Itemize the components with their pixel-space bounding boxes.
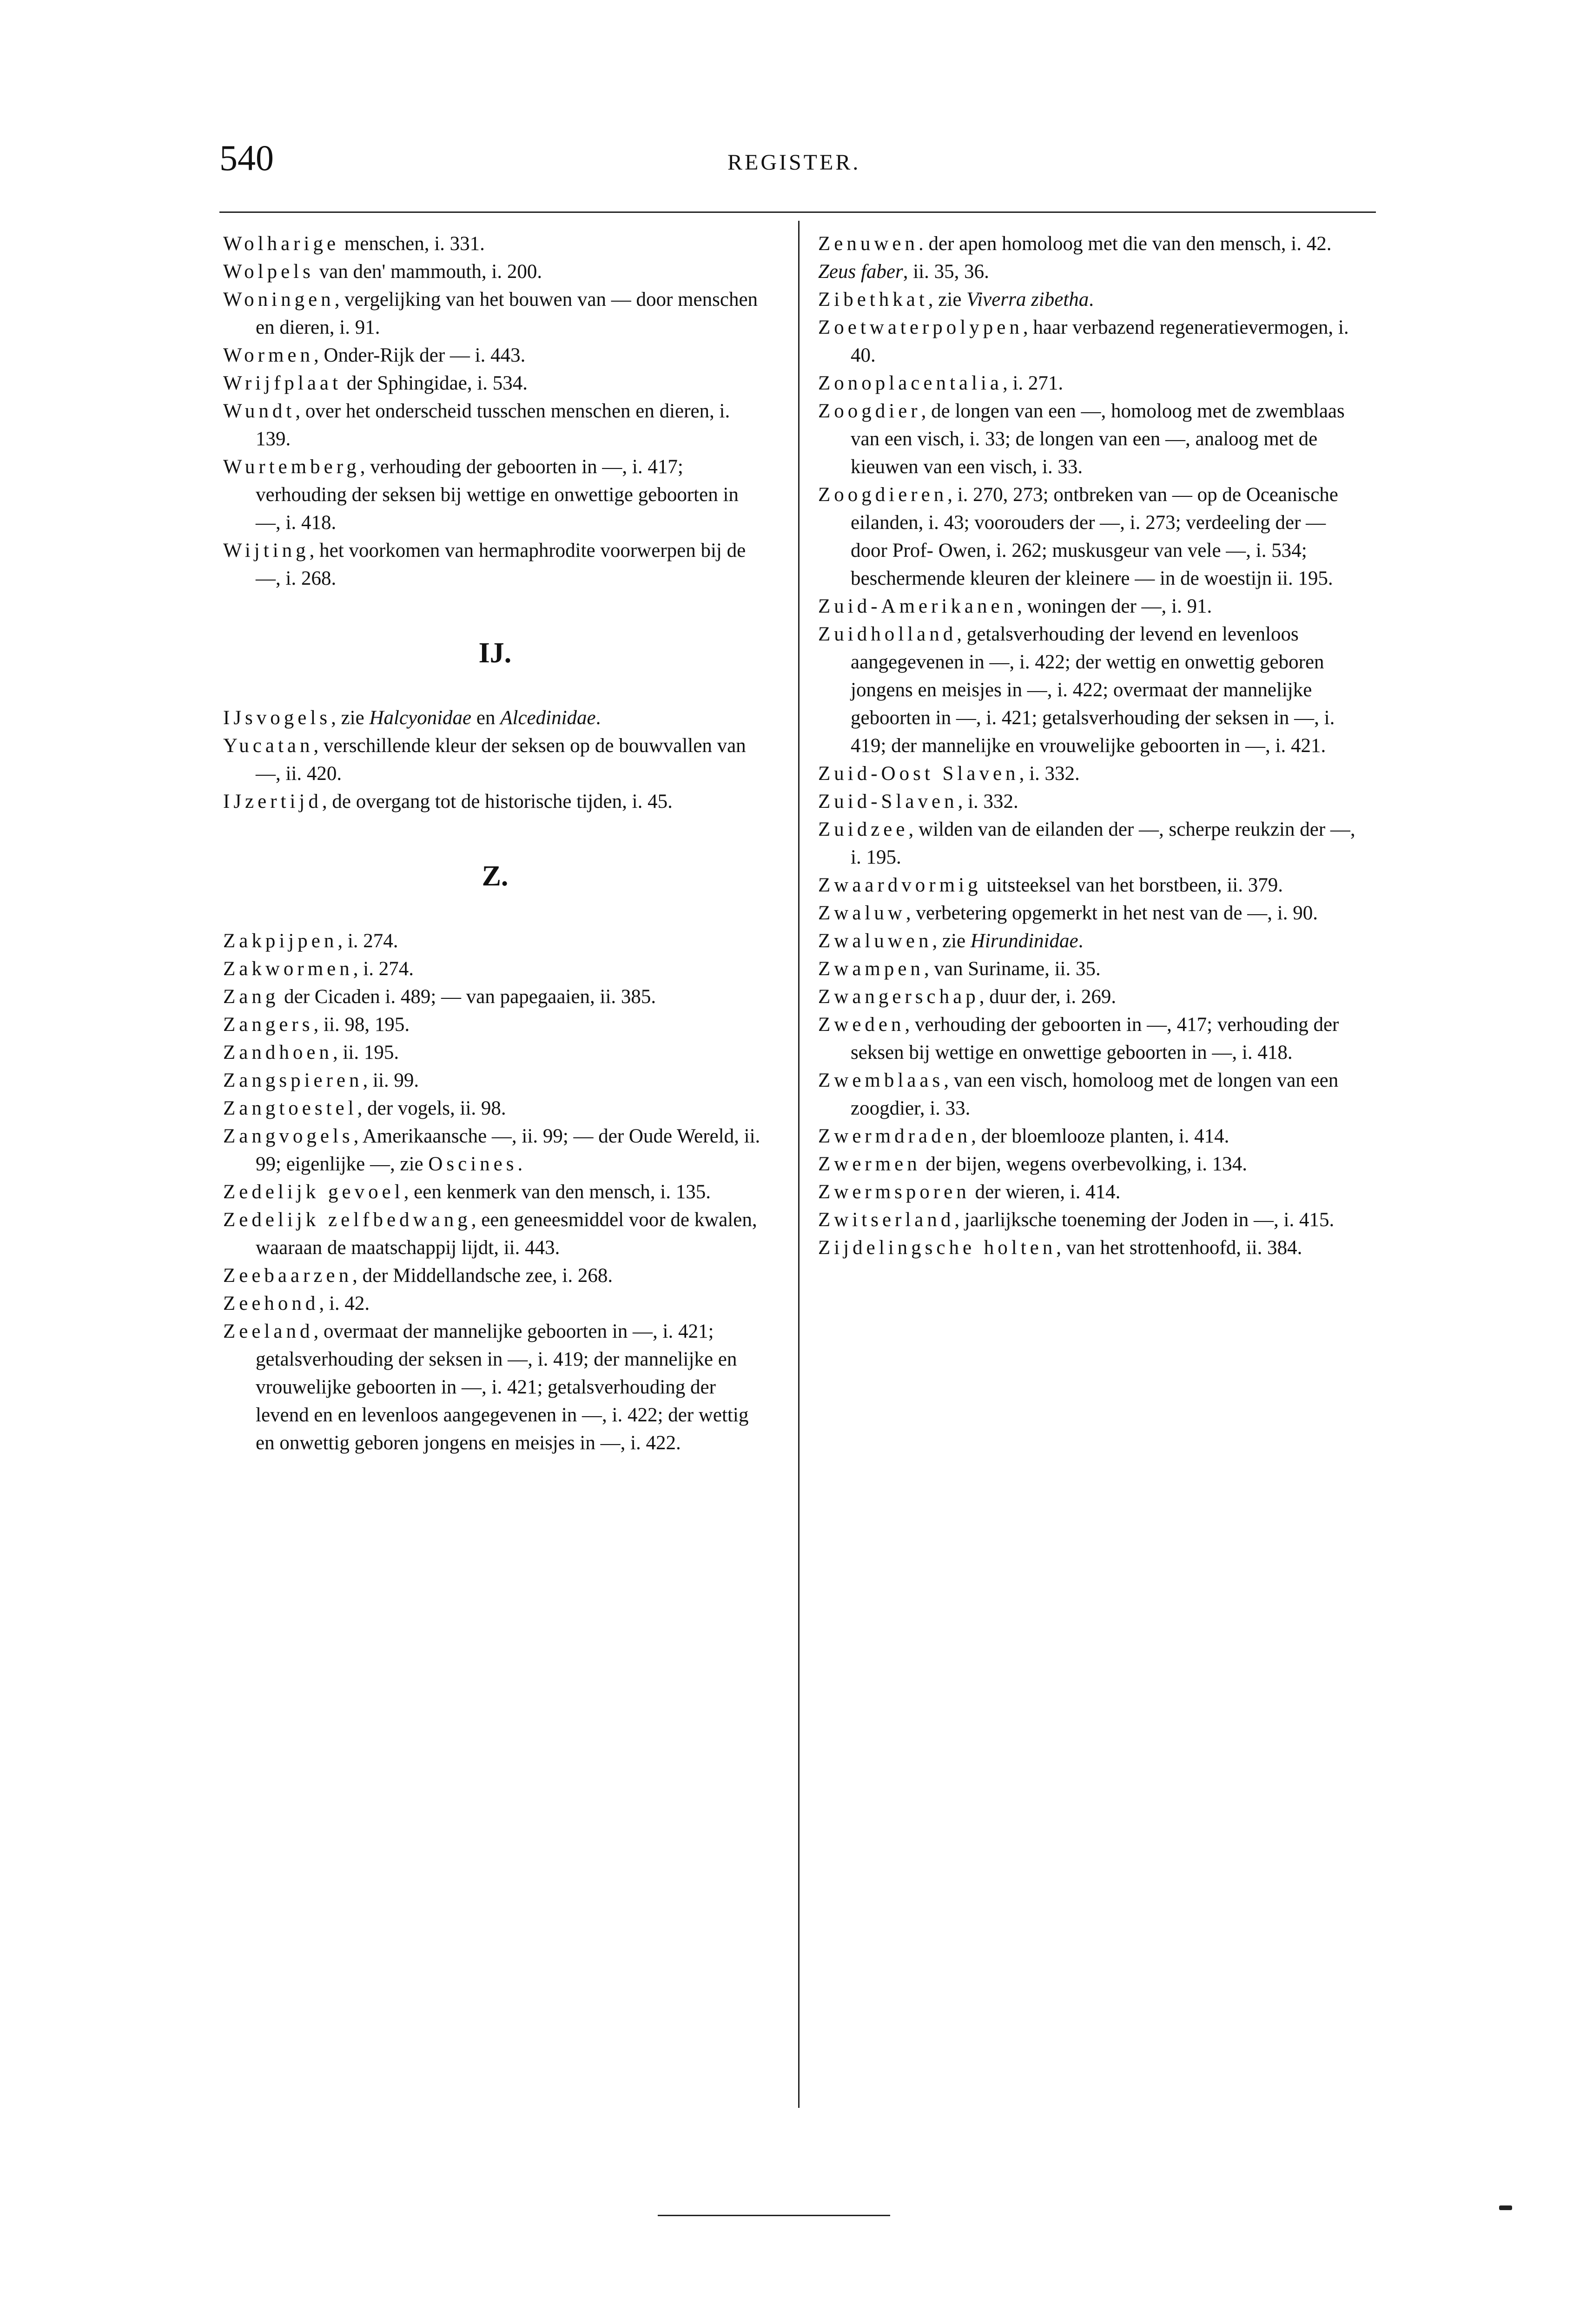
entry-keyword: Zedelijk gevoel	[223, 1181, 404, 1203]
entry-keyword: Zeus faber	[818, 261, 903, 283]
entry-keyword: IJsvogels	[223, 707, 331, 729]
italic-term: Viverra zibetha	[966, 289, 1089, 310]
index-entry: Zwampen, van Suriname, ii. 35.	[818, 958, 1101, 980]
entry-keyword: Zoetwaterpolypen	[818, 317, 1023, 338]
running-head: REGISTER.	[727, 150, 861, 175]
index-entry: Zakwormen, i. 274.	[223, 958, 414, 980]
entry-keyword: Zuidzee	[818, 819, 909, 840]
entry-keyword: Zwangerschap	[818, 986, 979, 1008]
italic-term: Alcedinidae	[500, 707, 596, 729]
entry-keyword: Zwaluw	[818, 902, 906, 924]
index-column-left	[223, 230, 767, 1457]
index-entry: Zijdelingsche holten, van het strottenhoofd, ii. 384.	[818, 1237, 1302, 1259]
index-entry: Zoogdier, de longen van een —, homoloog met de zwemblaas van een visch, i. 33; de longen van een —, analoog met de kieuwen van een visch, i. 33.	[818, 400, 1345, 478]
index-entry: Zwangerschap, duur der, i. 269.	[818, 986, 1117, 1008]
entry-keyword: Zwermen	[818, 1153, 921, 1175]
index-entry: IJzertijd, de overgang tot de historische tijden, i. 45.	[223, 791, 673, 812]
entry-keyword: Zandhoen	[223, 1042, 333, 1063]
index-entry: Wolpels van den' mammouth, i. 200.	[223, 261, 542, 283]
index-entry: Zoetwaterpolypen, haar verbazend regeneratievermogen, i. 40.	[818, 317, 1349, 366]
entry-keyword: Wurtemberg	[223, 456, 360, 478]
entry-keyword: Woningen	[223, 289, 335, 310]
index-entry: Wurtemberg, verhouding der geboorten in —, i. 417; verhouding der seksen bij wettige en onwettige geboorten in —, i. 418.	[223, 456, 739, 534]
entry-keyword: Zweden	[818, 1014, 905, 1036]
page-number: 540	[219, 138, 274, 178]
entry-keyword: Zakwormen	[223, 958, 353, 980]
index-entry: Wundt, over het onderscheid tusschen menschen en dieren, i. 139.	[223, 400, 730, 450]
entry-keyword: Zwemblaas	[818, 1070, 944, 1091]
index-entry: Zwaluwen, zie Hirundinidae.	[818, 930, 1084, 952]
entry-keyword: Zoogdieren	[818, 484, 948, 506]
entry-keyword: Zeehond	[223, 1293, 319, 1314]
index-entry: Zangvogels, Amerikaansche —, ii. 99; — der Oude Wereld, ii. 99; eigenlijke —, zie Oscines.	[223, 1125, 760, 1175]
entry-keyword: Zangtoestel	[223, 1097, 357, 1119]
index-entry: Zwermdraden, der bloemlooze planten, i. 414.	[818, 1125, 1229, 1147]
italic-term: Hirundinidae	[970, 930, 1078, 952]
header-rule	[219, 211, 1376, 213]
section-heading: IJ.	[478, 637, 512, 669]
entry-keyword: Wolpels	[223, 261, 314, 283]
index-entry: Zuid-Slaven, i. 332.	[818, 791, 1018, 812]
index-entry: Zwaardvormig uitsteeksel van het borstbeen, ii. 379.	[818, 874, 1283, 896]
index-entry: Woningen, vergelijking van het bouwen van — door menschen en dieren, i. 91.	[223, 289, 758, 338]
entry-keyword: Zuid-Oost Slaven	[818, 763, 1019, 785]
index-entry: Zedelijk zelfbedwang, een geneesmiddel voor de kwalen, waaraan de maatschappij lijdt, ii. 443.	[223, 1209, 757, 1259]
index-entry: Zakpijpen, i. 274.	[223, 930, 398, 952]
index-entry: Zibethkat, zie Viverra zibetha.	[818, 289, 1094, 310]
entry-keyword: Wundt	[223, 400, 296, 422]
entry-keyword: Zwaluwen	[818, 930, 932, 952]
index-entry: Wormen, Onder-Rijk der — i. 443.	[223, 344, 526, 366]
entry-keyword: Zijdelingsche holten	[818, 1237, 1057, 1259]
entry-keyword: Zedelijk zelfbedwang	[223, 1209, 471, 1231]
index-entry: Zeehond, i. 42.	[223, 1293, 370, 1314]
index-column-right	[818, 230, 1362, 1262]
index-entry: Zweden, verhouding der geboorten in —, 417; verhouding der seksen bij wettige en onwettige geboorten in —, i. 418.	[818, 1014, 1339, 1063]
index-entry: Zwaluw, verbetering opgemerkt in het nest van de —, i. 90.	[818, 902, 1318, 924]
entry-keyword: Zonoplacentalia	[818, 372, 1003, 394]
entry-keyword: Wolharige	[223, 233, 340, 255]
index-entry: Zenuwen. der apen homoloog met die van den mensch, i. 42.	[818, 233, 1332, 255]
stray-mark	[1499, 2205, 1512, 2210]
entry-keyword: Zenuwen	[818, 233, 919, 255]
entry-keyword: Zwermsporen	[818, 1181, 970, 1203]
entry-keyword: Zeebaarzen	[223, 1265, 353, 1287]
entry-keyword: Zuid-Amerikanen	[818, 595, 1018, 617]
index-entry: Zangspieren, ii. 99.	[223, 1070, 419, 1091]
index-entry: Zeebaarzen, der Middellandsche zee, i. 268.	[223, 1265, 613, 1287]
index-entry: Zoogdieren, i. 270, 273; ontbreken van — op de Oceanische eilanden, i. 43; voorouders der —, i. 273; verdeeling der — door Prof- Owen, i. 262; muskusgeur van vele —, i. 534; beschermende kleuren der kleinere — in de woestijn ii. 195.	[818, 484, 1338, 589]
entry-keyword: Zangers	[223, 1014, 314, 1036]
index-entry: Zuidzee, wilden van de eilanden der —, scherpe reukzin der —, i. 195.	[818, 819, 1355, 868]
entry-keyword: Zoogdier	[818, 400, 921, 422]
entry-keyword: Zangvogels	[223, 1125, 354, 1147]
entry-keyword: Zang	[223, 986, 279, 1008]
index-entry: Zang der Cicaden i. 489; — van papegaaien, ii. 385.	[223, 986, 656, 1008]
italic-term: Halcyonidae	[369, 707, 472, 729]
spaced-term: Oscines	[428, 1153, 518, 1175]
index-entry: Zuid-Oost Slaven, i. 332.	[818, 763, 1080, 785]
index-entry: Zwitserland, jaarlijksche toeneming der Joden in —, i. 415.	[818, 1209, 1335, 1231]
entry-keyword: Zwermdraden	[818, 1125, 972, 1147]
index-entry: Zuid-Amerikanen, woningen der —, i. 91.	[818, 595, 1212, 617]
index-entry: IJsvogels, zie Halcyonidae en Alcedinidae.	[223, 707, 601, 729]
index-entry: Wijting, het voorkomen van hermaphrodite voorwerpen bij de —, i. 268.	[223, 540, 746, 589]
index-entry: Zangers, ii. 98, 195.	[223, 1014, 410, 1036]
entry-keyword: Wijting	[223, 540, 310, 561]
index-entry: Zwemblaas, van een visch, homoloog met de longen van een zoogdier, i. 33.	[818, 1070, 1339, 1119]
section-heading: Z.	[482, 860, 509, 892]
entry-keyword: Zeeland	[223, 1320, 314, 1342]
index-entry: Wrijfplaat der Sphingidae, i. 534.	[223, 372, 528, 394]
entry-keyword: Zuid-Slaven	[818, 791, 958, 812]
entry-keyword: IJzertijd	[223, 791, 322, 812]
index-entry: Zedelijk gevoel, een kenmerk van den mensch, i. 135.	[223, 1181, 711, 1203]
index-entry: Zandhoen, ii. 195.	[223, 1042, 399, 1063]
entry-keyword: Zwitserland	[818, 1209, 955, 1231]
index-entry: Zangtoestel, der vogels, ii. 98.	[223, 1097, 506, 1119]
column-divider	[798, 221, 800, 2108]
index-entry: Yucatan, verschillende kleur der seksen op de bouwvallen van —, ii. 420.	[223, 735, 746, 785]
entry-keyword: Wormen	[223, 344, 314, 366]
end-rule	[658, 2215, 890, 2216]
entry-keyword: Zibethkat	[818, 289, 928, 310]
index-entry: Zonoplacentalia, i. 271.	[818, 372, 1064, 394]
index-entry: Zuidholland, getalsverhouding der levend en levenloos aangegevenen in —, i. 422; der wettig en onwettig geboren jongens en meisjes in —, i. 422; overmaat der mannelijke geboorten in —, i. 421; getalsverhouding der seksen in —, i. 419; der mannelijke en vrouwelijke geboorten in —, i. 421.	[818, 623, 1335, 757]
index-entry: Zwermsporen der wieren, i. 414.	[818, 1181, 1121, 1203]
index-entry: Zeeland, overmaat der mannelijke geboorten in —, i. 421; getalsverhouding der seksen in —, i. 419; der mannelijke en vrouwelijke geboorten in —, i. 421; getalsverhouding der levend en en levenloos aangegevenen in —, i. 422; der wettig en onwettig geboren jongens en meisjes in —, i. 422.	[223, 1320, 749, 1454]
entry-keyword: Zakpijpen	[223, 930, 338, 952]
index-entry: Zeus faber, ii. 35, 36.	[818, 261, 989, 283]
entry-keyword: Yucatan	[223, 735, 314, 757]
index-entry: Zwermen der bijen, wegens overbevolking, i. 134.	[818, 1153, 1247, 1175]
entry-keyword: Zwaardvormig	[818, 874, 982, 896]
entry-keyword: Zuidholland	[818, 623, 957, 645]
index-entry: Wolharige menschen, i. 331.	[223, 233, 485, 255]
entry-keyword: Zwampen	[818, 958, 924, 980]
entry-keyword: Zangspieren	[223, 1070, 363, 1091]
entry-keyword: Wrijfplaat	[223, 372, 342, 394]
